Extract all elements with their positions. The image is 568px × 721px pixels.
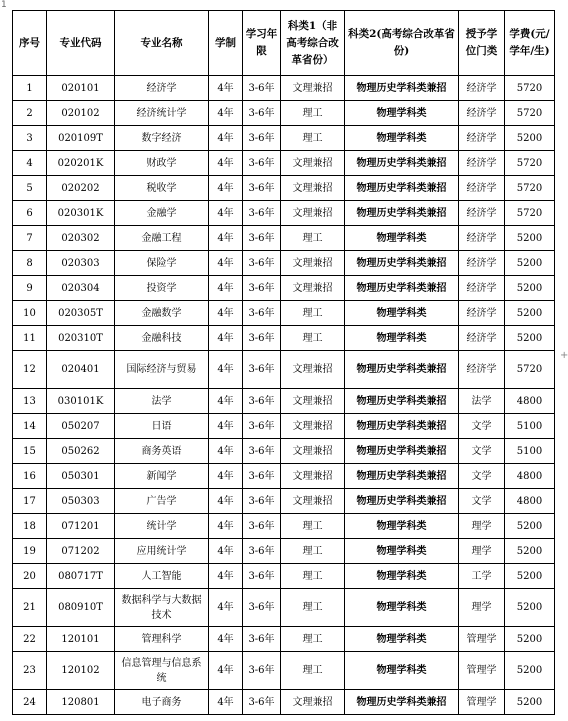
table-row	[13, 514, 555, 539]
cell-degree-type: 管理学	[459, 690, 505, 715]
table-row	[13, 389, 555, 414]
cell-category-1: 理工	[281, 326, 345, 351]
cell-study-years: 3-6年	[243, 539, 281, 564]
cell-tuition: 5720	[505, 351, 555, 389]
cell-category-1: 文理兼招	[281, 690, 345, 715]
cell-study-years: 3-6年	[243, 351, 281, 389]
cell-major-code: 020305T	[47, 301, 115, 326]
cell-study-years: 3-6年	[243, 439, 281, 464]
cell-category-1: 理工	[281, 589, 345, 627]
cell-category-2: 物理学科类	[345, 326, 459, 351]
cell-tuition: 5720	[505, 101, 555, 126]
cell-major-code: 071202	[47, 539, 115, 564]
cell-row-index: 21	[13, 589, 47, 627]
cell-major-code: 080910T	[47, 589, 115, 627]
table-row	[13, 539, 555, 564]
table-row	[13, 351, 555, 389]
cell-study-years: 3-6年	[243, 151, 281, 176]
cell-study-years: 3-6年	[243, 76, 281, 101]
cell-row-index: 5	[13, 176, 47, 201]
cell-major-name: 人工智能	[115, 564, 209, 589]
cell-category-2: 物理历史学科类兼招	[345, 389, 459, 414]
cell-duration: 4年	[209, 276, 243, 301]
cell-duration: 4年	[209, 690, 243, 715]
cell-degree-type: 经济学	[459, 151, 505, 176]
table-row	[13, 76, 555, 101]
cell-category-1: 文理兼招	[281, 489, 345, 514]
cell-category-1: 文理兼招	[281, 76, 345, 101]
header-tuition: 学费(元/学年/生)	[505, 11, 555, 76]
cell-major-code: 020304	[47, 276, 115, 301]
cell-study-years: 3-6年	[243, 251, 281, 276]
cell-major-code: 120101	[47, 627, 115, 652]
table-row	[13, 301, 555, 326]
cell-major-name: 财政学	[115, 151, 209, 176]
header-study-years: 学习年限	[243, 11, 281, 76]
cell-study-years: 3-6年	[243, 326, 281, 351]
cell-major-name: 信息管理与信息系统	[115, 652, 209, 690]
table-row	[13, 326, 555, 351]
cell-study-years: 3-6年	[243, 226, 281, 251]
cell-major-name: 保险学	[115, 251, 209, 276]
cell-duration: 4年	[209, 126, 243, 151]
cell-category-1: 文理兼招	[281, 389, 345, 414]
cell-study-years: 3-6年	[243, 389, 281, 414]
cell-major-code: 020302	[47, 226, 115, 251]
cell-row-index: 10	[13, 301, 47, 326]
cell-major-name: 国际经济与贸易	[115, 351, 209, 389]
cell-duration: 4年	[209, 389, 243, 414]
cell-category-1: 文理兼招	[281, 176, 345, 201]
cell-major-code: 020101	[47, 76, 115, 101]
header-duration: 学制	[209, 11, 243, 76]
cell-tuition: 5100	[505, 439, 555, 464]
cell-degree-type: 经济学	[459, 126, 505, 151]
cell-major-name: 应用统计学	[115, 539, 209, 564]
cell-duration: 4年	[209, 176, 243, 201]
cell-tuition: 5200	[505, 301, 555, 326]
cell-degree-type: 经济学	[459, 301, 505, 326]
cell-category-1: 文理兼招	[281, 464, 345, 489]
table-row	[13, 464, 555, 489]
cell-duration: 4年	[209, 489, 243, 514]
cell-major-code: 020401	[47, 351, 115, 389]
cell-row-index: 18	[13, 514, 47, 539]
cell-category-1: 文理兼招	[281, 201, 345, 226]
cell-major-name: 金融工程	[115, 226, 209, 251]
cell-duration: 4年	[209, 514, 243, 539]
cell-major-name: 日语	[115, 414, 209, 439]
cell-category-2: 物理历史学科类兼招	[345, 464, 459, 489]
table-row	[13, 201, 555, 226]
cell-category-1: 理工	[281, 514, 345, 539]
cell-category-1: 理工	[281, 652, 345, 690]
cell-degree-type: 法学	[459, 389, 505, 414]
cell-degree-type: 理学	[459, 589, 505, 627]
cell-degree-type: 经济学	[459, 226, 505, 251]
cell-degree-type: 经济学	[459, 351, 505, 389]
cell-major-code: 050303	[47, 489, 115, 514]
cell-category-2: 物理学科类	[345, 539, 459, 564]
cell-major-code: 020310T	[47, 326, 115, 351]
cell-major-code: 050301	[47, 464, 115, 489]
cell-category-2: 物理历史学科类兼招	[345, 414, 459, 439]
cell-major-name: 统计学	[115, 514, 209, 539]
cell-major-code: 071201	[47, 514, 115, 539]
cell-tuition: 5720	[505, 76, 555, 101]
cell-row-index: 22	[13, 627, 47, 652]
cell-major-code: 080717T	[47, 564, 115, 589]
cell-tuition: 5200	[505, 326, 555, 351]
cell-duration: 4年	[209, 101, 243, 126]
cell-duration: 4年	[209, 589, 243, 627]
table-row	[13, 652, 555, 690]
cell-study-years: 3-6年	[243, 690, 281, 715]
cell-row-index: 17	[13, 489, 47, 514]
cell-category-2: 物理学科类	[345, 126, 459, 151]
header-degree: 授予学位门类	[459, 11, 505, 76]
cell-study-years: 3-6年	[243, 464, 281, 489]
cell-tuition: 5200	[505, 514, 555, 539]
cell-duration: 4年	[209, 564, 243, 589]
side-plus-marker: +	[560, 350, 568, 361]
cell-category-1: 文理兼招	[281, 276, 345, 301]
cell-major-name: 投资学	[115, 276, 209, 301]
cell-degree-type: 经济学	[459, 76, 505, 101]
cell-study-years: 3-6年	[243, 652, 281, 690]
table-row	[13, 414, 555, 439]
cell-category-2: 物理历史学科类兼招	[345, 351, 459, 389]
cell-tuition: 5200	[505, 690, 555, 715]
cell-study-years: 3-6年	[243, 514, 281, 539]
cell-category-1: 文理兼招	[281, 351, 345, 389]
cell-duration: 4年	[209, 652, 243, 690]
cell-degree-type: 文学	[459, 439, 505, 464]
cell-major-code: 120801	[47, 690, 115, 715]
cell-row-index: 24	[13, 690, 47, 715]
cell-row-index: 19	[13, 539, 47, 564]
cell-duration: 4年	[209, 627, 243, 652]
cell-study-years: 3-6年	[243, 627, 281, 652]
cell-degree-type: 工学	[459, 564, 505, 589]
cell-study-years: 3-6年	[243, 414, 281, 439]
cell-row-index: 4	[13, 151, 47, 176]
cell-degree-type: 经济学	[459, 326, 505, 351]
cell-degree-type: 文学	[459, 489, 505, 514]
cell-duration: 4年	[209, 439, 243, 464]
cell-degree-type: 经济学	[459, 176, 505, 201]
cell-degree-type: 理学	[459, 514, 505, 539]
cell-study-years: 3-6年	[243, 201, 281, 226]
cell-duration: 4年	[209, 326, 243, 351]
cell-category-2: 物理历史学科类兼招	[345, 151, 459, 176]
table-row	[13, 101, 555, 126]
table-row	[13, 489, 555, 514]
cell-tuition: 5720	[505, 201, 555, 226]
cell-tuition: 4800	[505, 464, 555, 489]
cell-category-2: 物理学科类	[345, 301, 459, 326]
table-row	[13, 126, 555, 151]
cell-tuition: 5720	[505, 176, 555, 201]
cell-duration: 4年	[209, 414, 243, 439]
cell-major-name: 金融科技	[115, 326, 209, 351]
cell-study-years: 3-6年	[243, 126, 281, 151]
cell-category-2: 物理历史学科类兼招	[345, 276, 459, 301]
cell-duration: 4年	[209, 539, 243, 564]
cell-degree-type: 管理学	[459, 652, 505, 690]
cell-duration: 4年	[209, 301, 243, 326]
cell-major-name: 广告学	[115, 489, 209, 514]
cell-category-2: 物理学科类	[345, 564, 459, 589]
cell-category-2: 物理学科类	[345, 652, 459, 690]
cell-duration: 4年	[209, 76, 243, 101]
cell-category-2: 物理学科类	[345, 514, 459, 539]
cell-study-years: 3-6年	[243, 176, 281, 201]
cell-category-1: 理工	[281, 301, 345, 326]
cell-major-code: 050207	[47, 414, 115, 439]
cell-duration: 4年	[209, 351, 243, 389]
cell-row-index: 9	[13, 276, 47, 301]
cell-row-index: 1	[13, 76, 47, 101]
header-major-name: 专业名称	[115, 11, 209, 76]
cell-row-index: 3	[13, 126, 47, 151]
cell-duration: 4年	[209, 226, 243, 251]
cell-row-index: 2	[13, 101, 47, 126]
table-row	[13, 589, 555, 627]
cell-major-code: 120102	[47, 652, 115, 690]
cell-category-2: 物理历史学科类兼招	[345, 76, 459, 101]
cell-row-index: 16	[13, 464, 47, 489]
corner-mark: 1	[1, 0, 7, 10]
cell-category-1: 文理兼招	[281, 151, 345, 176]
cell-duration: 4年	[209, 251, 243, 276]
cell-category-1: 理工	[281, 101, 345, 126]
cell-row-index: 12	[13, 351, 47, 389]
cell-major-code: 020202	[47, 176, 115, 201]
cell-category-1: 理工	[281, 627, 345, 652]
cell-tuition: 5100	[505, 414, 555, 439]
cell-major-code: 050262	[47, 439, 115, 464]
cell-study-years: 3-6年	[243, 489, 281, 514]
cell-duration: 4年	[209, 201, 243, 226]
cell-tuition: 4800	[505, 489, 555, 514]
cell-major-code: 020109T	[47, 126, 115, 151]
cell-duration: 4年	[209, 151, 243, 176]
majors-table	[12, 10, 555, 715]
cell-degree-type: 经济学	[459, 251, 505, 276]
table-row	[13, 627, 555, 652]
table-row	[13, 439, 555, 464]
cell-row-index: 11	[13, 326, 47, 351]
cell-major-name: 经济统计学	[115, 101, 209, 126]
cell-category-1: 文理兼招	[281, 439, 345, 464]
cell-row-index: 23	[13, 652, 47, 690]
table-row	[13, 690, 555, 715]
cell-tuition: 5200	[505, 652, 555, 690]
cell-major-name: 商务英语	[115, 439, 209, 464]
cell-major-name: 金融学	[115, 201, 209, 226]
cell-category-1: 理工	[281, 126, 345, 151]
cell-major-code: 020201K	[47, 151, 115, 176]
cell-row-index: 7	[13, 226, 47, 251]
cell-tuition: 5200	[505, 276, 555, 301]
cell-tuition: 5720	[505, 151, 555, 176]
header-index: 序号	[13, 11, 47, 76]
cell-category-2: 物理历史学科类兼招	[345, 201, 459, 226]
cell-category-1: 理工	[281, 226, 345, 251]
cell-tuition: 5200	[505, 589, 555, 627]
cell-row-index: 8	[13, 251, 47, 276]
cell-tuition: 5200	[505, 126, 555, 151]
cell-major-name: 新闻学	[115, 464, 209, 489]
cell-category-2: 物理历史学科类兼招	[345, 489, 459, 514]
cell-study-years: 3-6年	[243, 589, 281, 627]
cell-degree-type: 经济学	[459, 276, 505, 301]
cell-category-2: 物理历史学科类兼招	[345, 251, 459, 276]
cell-major-code: 020303	[47, 251, 115, 276]
cell-degree-type: 经济学	[459, 201, 505, 226]
cell-degree-type: 文学	[459, 414, 505, 439]
cell-degree-type: 文学	[459, 464, 505, 489]
cell-row-index: 20	[13, 564, 47, 589]
cell-tuition: 4800	[505, 389, 555, 414]
table-row	[13, 564, 555, 589]
cell-major-name: 金融数学	[115, 301, 209, 326]
cell-row-index: 15	[13, 439, 47, 464]
header-code: 专业代码	[47, 11, 115, 76]
cell-category-2: 物理历史学科类兼招	[345, 176, 459, 201]
cell-duration: 4年	[209, 464, 243, 489]
cell-row-index: 13	[13, 389, 47, 414]
cell-category-2: 物理历史学科类兼招	[345, 439, 459, 464]
cell-category-2: 物理学科类	[345, 226, 459, 251]
cell-major-name: 数据科学与大数据技术	[115, 589, 209, 627]
cell-tuition: 5200	[505, 564, 555, 589]
cell-study-years: 3-6年	[243, 564, 281, 589]
cell-category-1: 理工	[281, 564, 345, 589]
cell-category-2: 物理学科类	[345, 627, 459, 652]
table-row	[13, 176, 555, 201]
table-row	[13, 226, 555, 251]
cell-tuition: 5200	[505, 539, 555, 564]
header-row	[13, 11, 555, 76]
table-row	[13, 251, 555, 276]
table-row	[13, 276, 555, 301]
cell-major-code: 030101K	[47, 389, 115, 414]
cell-tuition: 5200	[505, 226, 555, 251]
cell-degree-type: 管理学	[459, 627, 505, 652]
cell-study-years: 3-6年	[243, 101, 281, 126]
cell-major-name: 经济学	[115, 76, 209, 101]
cell-category-1: 文理兼招	[281, 414, 345, 439]
cell-study-years: 3-6年	[243, 301, 281, 326]
cell-degree-type: 经济学	[459, 101, 505, 126]
table-row	[13, 151, 555, 176]
cell-tuition: 5200	[505, 251, 555, 276]
cell-row-index: 14	[13, 414, 47, 439]
cell-degree-type: 理学	[459, 539, 505, 564]
cell-major-code: 020102	[47, 101, 115, 126]
cell-row-index: 6	[13, 201, 47, 226]
cell-category-2: 物理学科类	[345, 101, 459, 126]
cell-major-name: 税收学	[115, 176, 209, 201]
cell-tuition: 5200	[505, 627, 555, 652]
cell-study-years: 3-6年	[243, 276, 281, 301]
cell-major-code: 020301K	[47, 201, 115, 226]
cell-major-name: 电子商务	[115, 690, 209, 715]
cell-category-1: 理工	[281, 539, 345, 564]
cell-major-name: 法学	[115, 389, 209, 414]
cell-category-2: 物理历史学科类兼招	[345, 690, 459, 715]
header-category-2: 科类2(高考综合改革省份)	[345, 11, 459, 76]
cell-major-name: 数字经济	[115, 126, 209, 151]
header-category-1: 科类1（非高考综合改革省份）	[281, 11, 345, 76]
cell-category-1: 文理兼招	[281, 251, 345, 276]
cell-major-name: 管理科学	[115, 627, 209, 652]
cell-category-2: 物理学科类	[345, 589, 459, 627]
